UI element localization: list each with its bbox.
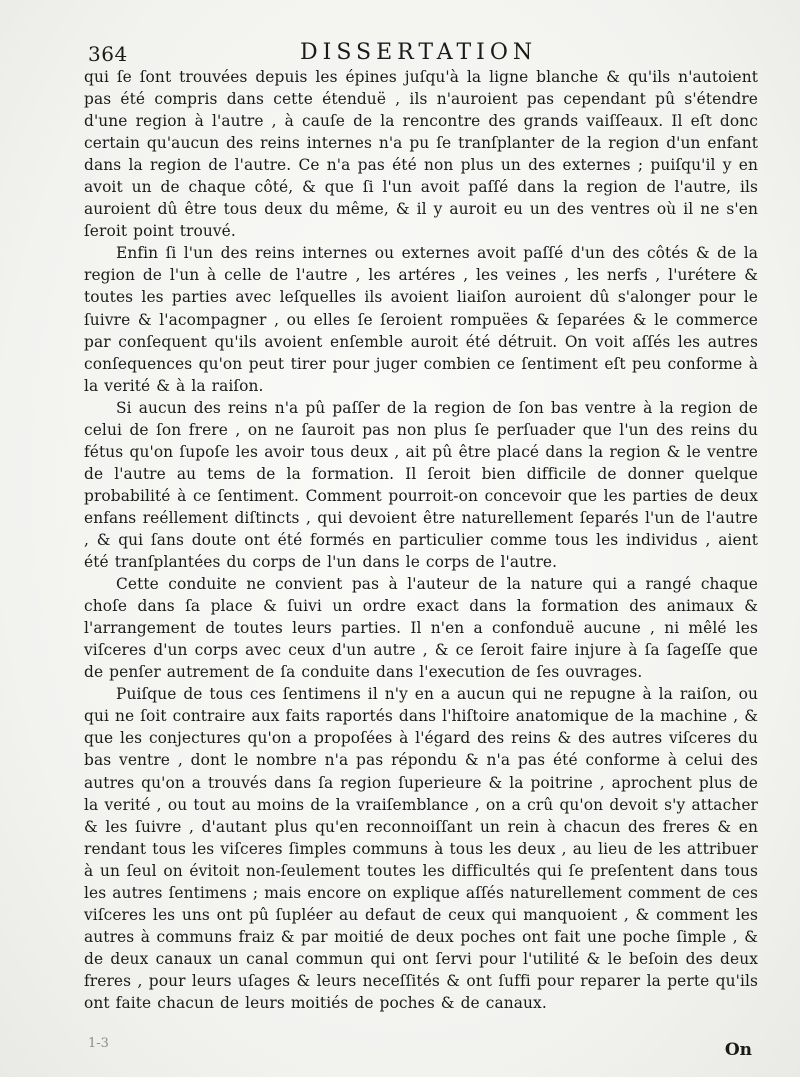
paragraph-4: Cette conduite ne convient pas à l'auteur de la nature qui a rangé chaque choſe dans ſa place & ſuivi un ordre exact dans la formation des animaux & l'arrangement de toutes leurs parties. Il n'en a confonduë aucune , ni mêlé les viſceres d'un corps avec ceux d'un autre , & ce ſeroit faire injure à ſa ſageſſe que de penſer autrement de ſa conduite dans l'execution de ſes ouvrages. — [84, 575, 758, 682]
paragraph-3: Si aucun des reins n'a pû paſſer de la region de ſon bas ventre à la region de celui de ſon frere , on ne ſauroit pas non plus ſe perſuader que l'un des reins du fétus qu'on ſupoſe les avoir tous deux , ait pû être placé dans la region & le ventre de l'autre au tems de la formation. Il ſeroit bien difficile de donner quelque probabilité à ce ſentiment. Comment pourroit-on concevoir que les parties de deux enfans reéllement diſtincts , qui devoient être naturellement ſeparés l'un de l'autre , & qui ſans doute ont été formés en particulier comme tous les individus , aient été tranſplantées du corps de l'un dans le corps de l'autre. — [84, 398, 758, 572]
catchword: On — [724, 1040, 752, 1060]
page-number: 364 — [88, 42, 128, 66]
paragraph-1: qui ſe ſont trouvées depuis les épines juſqu'à la ligne blanche & qu'ils n'autoient pas été compris dans cette étenduë , ils n'auroient pas cependant pû s'étendre d'une region à l'autre , à cauſe de la rencontre des grands vaiſſeaux. Il eſt donc certain qu'aucun des reins internes n'a pu ſe tranſplanter de la region d'un enfant dans la region de l'autre. Ce n'a pas été non plus un des externes ; puiſqu'il y en avoit un de chaque côté, & que ſi l'un avoit paſſé dans la region de l'autre, ils auroient dû être tous deux du même, & il y auroit eu un des ventres où il ne s'en ſeroit point trouvé. — [84, 68, 758, 241]
body-text — [84, 66, 758, 1014]
signature-mark: 1-3 — [88, 1036, 109, 1051]
paragraph-2: Enfin ſi l'un des reins internes ou externes avoit paſſé d'un des côtés & de la region de l'un à celle de l'autre , les artéres , les veines , les nerfs , l'urétere & toutes les parties avec leſquelles ils avoient liaiſon auroient dû s'alonger pour le ſuivre & l'acompagner , ou elles ſe ſeroient rompuëes & ſeparées & le commerce par conſequent qu'ils avoient enſemble auroit été détruit. On voit aſſés les autres conſequences qu'on peut tirer pour juger combien ce ſentiment eſt peu conforme à la verité & à la raiſon. — [84, 244, 758, 395]
paragraph-5: Puiſque de tous ces ſentimens il n'y en a aucun qui ne repugne à la raiſon, ou qui ne ſoit contraire aux faits raportés dans l'hiſtoire anatomique de la machine , & que les conjectures qu'on a propoſées à l'égard des reins & des autres viſceres du bas ventre , dont le nombre n'a pas répondu & n'a pas été conforme à celui des autres qu'on a trouvés dans ſa region ſuperieure & la poitrine , aprochent plus de la verité , ou tout au moins de la vraiſemblance , on a crû qu'on devoit s'y attacher & les ſuivre , d'autant plus qu'en reconnoiſſant un rein à chacun des freres & en rendant tous les viſceres ſimples communs à tous les deux , au lieu de les attribuer à un ſeul on évitoit non-ſeulement toutes les difficultés qui ſe preſentent dans tous les autres ſentimens ; mais encore on explique aſſés naturellement comment de ces viſceres les uns ont pû ſupléer au defaut de ceux qui manquoient , & comment les autres à communs fraiz & par moitié de deux poches ont fait une poche ſimple , & de deux canaux un canal commun qui ont ſervi pour l'utilité & le beſoin des deux freres , pour leurs uſages & leurs neceſſités & ont ſuffi pour reparer la perte qu'ils ont faite chacun de leurs moitiés de poches & de canaux. — [84, 685, 758, 1012]
running-title: DISSERTATION — [300, 40, 538, 65]
